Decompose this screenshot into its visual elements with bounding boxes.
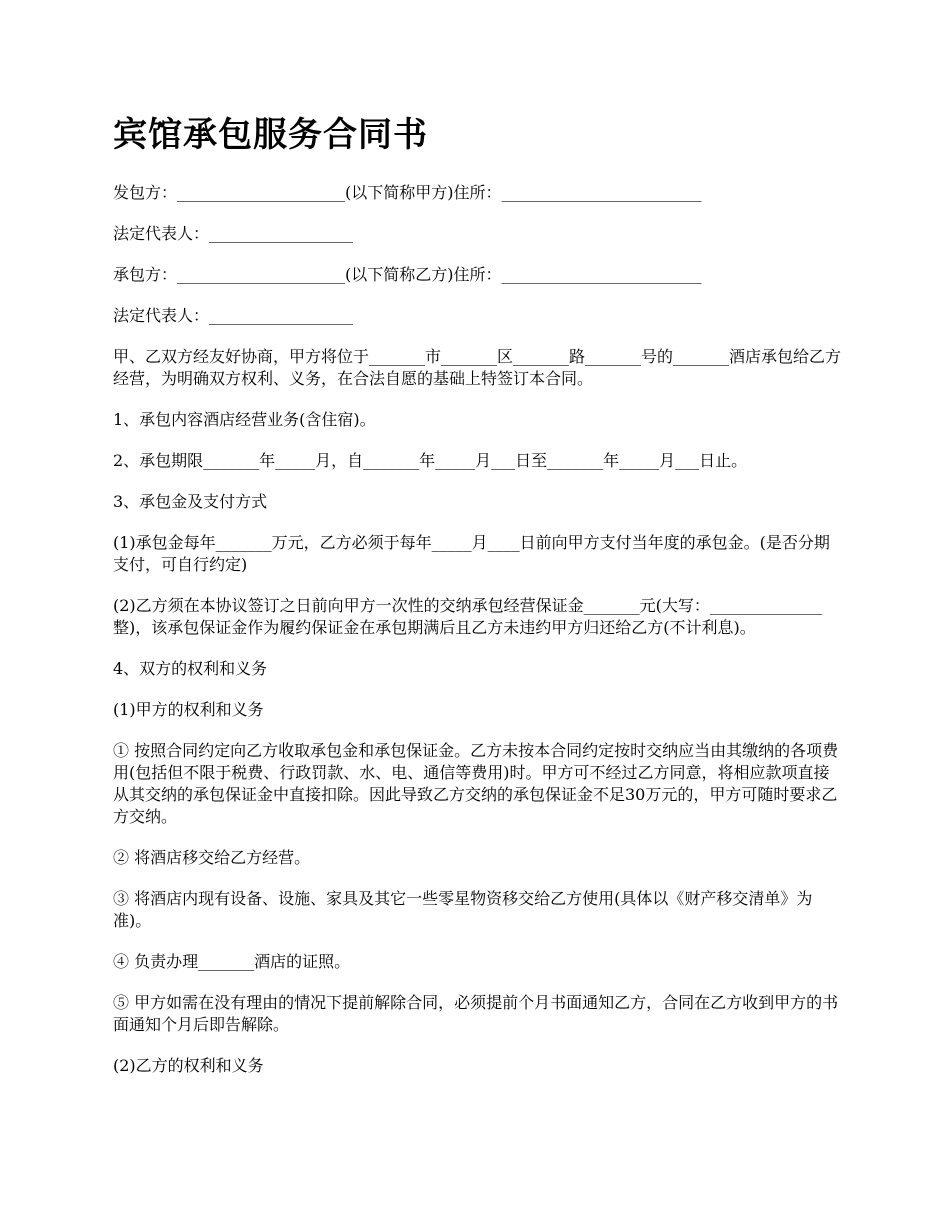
clause-4-1-item-2: ② 将酒店移交给乙方经营。 [113, 848, 311, 867]
clause-3-2-deposit: (2)乙方须在本协议签订之日前向甲方一次性的交纳承包经营保证金_______元(大写：______________整)，该承包保证金作为履约保证金在承包期满后且乙方未违约甲方归还给乙方(不计利息)。 [113, 596, 822, 637]
clause-4-heading: 4、双方的权利和义务 [113, 659, 268, 678]
party-b-representative: 法定代表人：__________________ [113, 306, 354, 325]
clause-4-1-item-3: ③ 将酒店内现有设备、设施、家具及其它一些零星物资移交给乙方使用(具体以《财产移交清单》为准)。 [113, 889, 813, 930]
document-title: 宾馆承包服务合同书 [113, 115, 428, 155]
clause-4-1-item-4: ④ 负责办理_______酒店的证照。 [113, 952, 351, 971]
clause-4-2-heading: (2)乙方的权利和义务 [113, 1056, 264, 1075]
clause-2-term: 2、承包期限_______年_____月，自_______年_____月___日至_______年_____月___日止。 [113, 451, 748, 470]
party-b-line: 承包方：_____________________(以下简称乙方)住所：_________________________ [113, 265, 702, 284]
clause-1-content: 1、承包内容酒店经营业务(含住宿)。 [113, 410, 376, 429]
clause-4-1-item-1: ① 按照合同约定向乙方收取承包金和承包保证金。乙方未按本合同约定按时交纳应当由其缴纳的各项费用(包括但不限于税费、行政罚款、水、电、通信等费用)时。甲方可不经过乙方同意，将相应款项直接从其交纳的承包保证金中直接扣除。因此导致乙方交纳的承包保证金不足30万元的，甲方可随时要求乙方交纳。 [113, 741, 839, 826]
clause-3-heading: 3、承包金及支付方式 [113, 492, 268, 511]
clause-3-1-fee: (1)承包金每年_______万元，乙方必须于每年_____月____日前向甲方支付当年度的承包金。(是否分期支付，可自行约定) [113, 533, 830, 574]
document-page [113, 112, 843, 1096]
party-a-representative: 法定代表人：__________________ [113, 224, 354, 243]
clause-4-1-heading: (1)甲方的权利和义务 [113, 700, 264, 719]
party-a-line: 发包方：_____________________(以下简称甲方)住所：_________________________ [113, 183, 702, 202]
preamble-paragraph: 甲、乙双方经友好协商，甲方将位于_______市_______区_______路_______号的_______酒店承包给乙方经营，为明确双方权利、义务，在合法自愿的基础上特签订本合同。 [113, 347, 842, 388]
clause-4-1-item-5: ⑤ 甲方如需在没有理由的情况下提前解除合同，必须提前个月书面通知乙方，合同在乙方收到甲方的书面通知个月后即告解除。 [113, 993, 839, 1034]
